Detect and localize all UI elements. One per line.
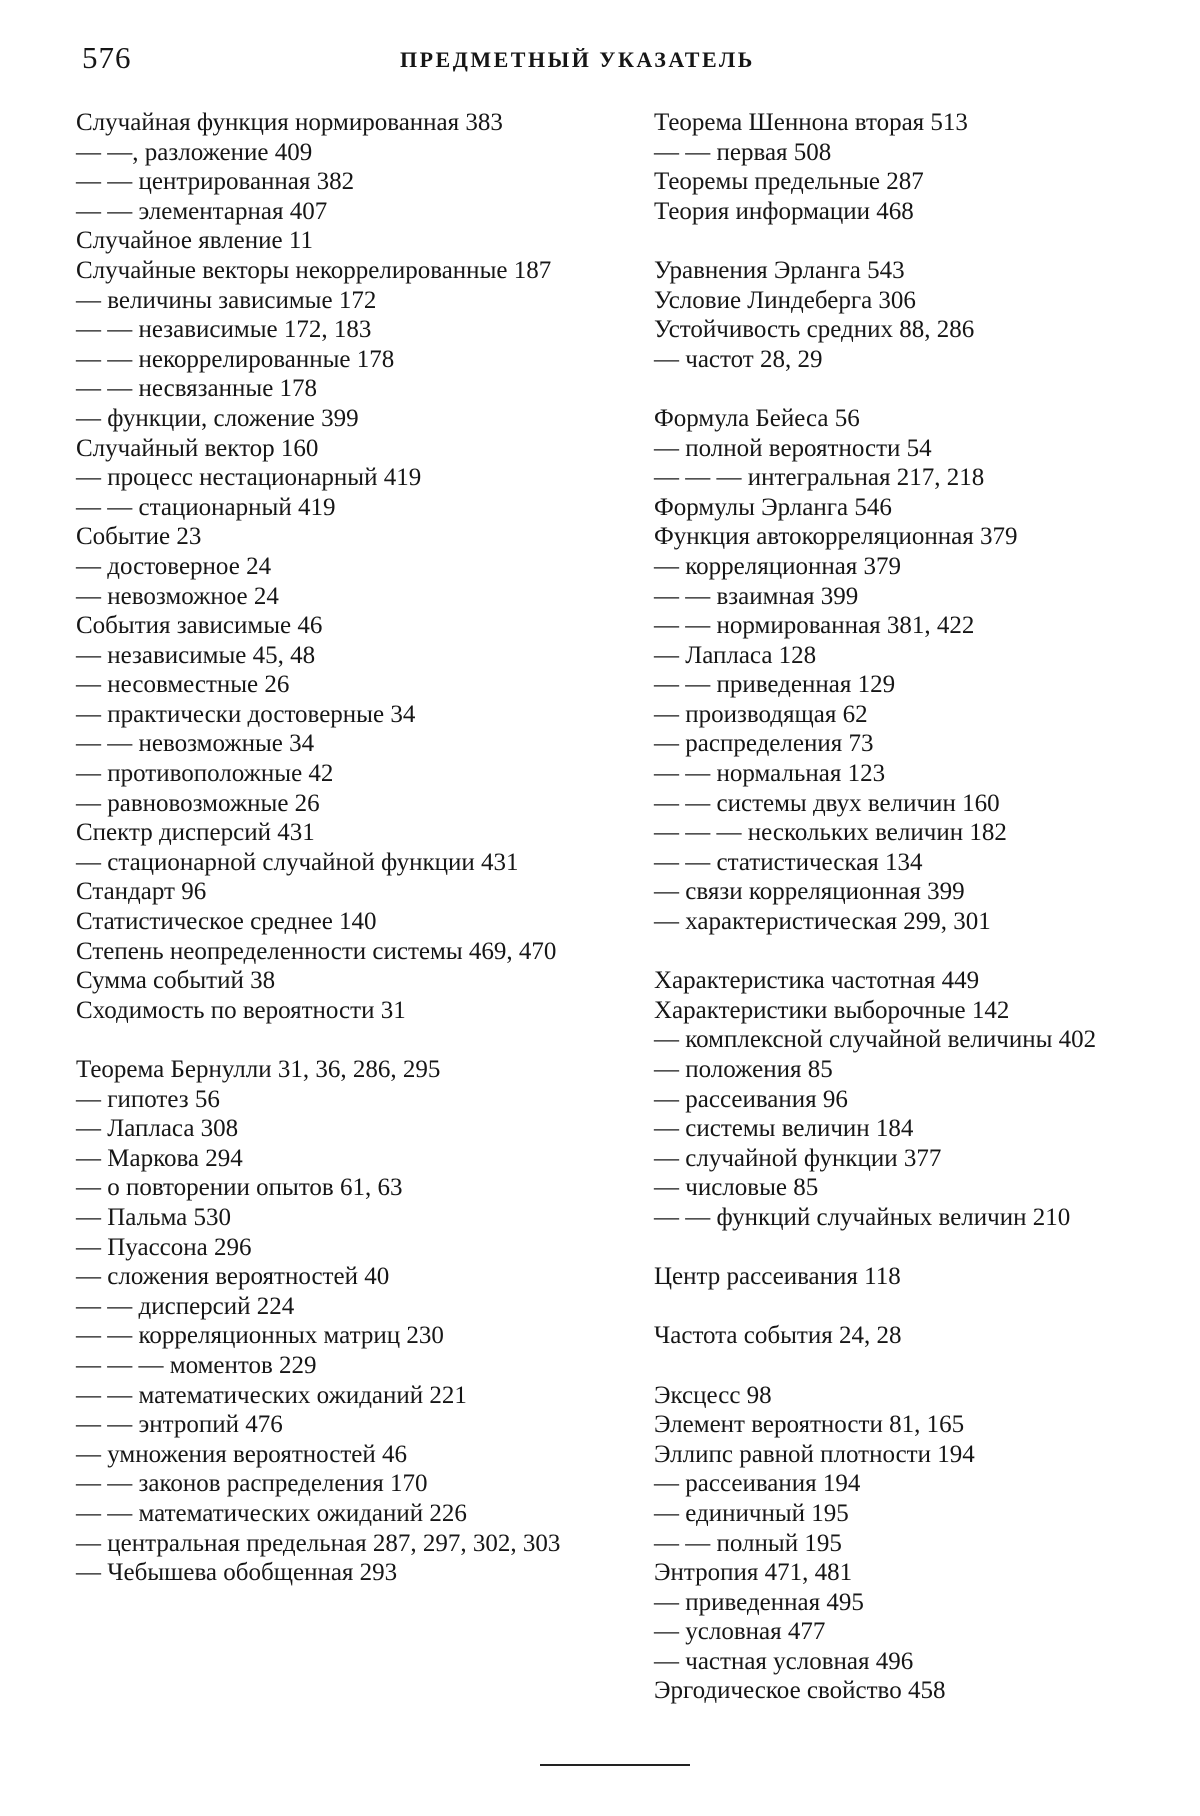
index-entry: Случайные векторы некоррелированные 187 <box>76 256 552 284</box>
index-entry: — — центрированная 382 <box>76 168 355 196</box>
index-entry: Эргодическое свойство 458 <box>654 1677 946 1705</box>
index-entry: Эксцесс 98 <box>654 1381 772 1409</box>
index-entry: Характеристика частотная 449 <box>654 967 980 995</box>
index-entry: — — энтропий 476 <box>76 1411 283 1439</box>
index-entry: Функция автокорреляционная 379 <box>654 523 1018 551</box>
index-entry: — — дисперсий 224 <box>76 1292 295 1320</box>
index-entry: Энтропия 471, 481 <box>654 1559 853 1587</box>
index-entry: Теоремы предельные 287 <box>654 168 924 196</box>
index-entry: — — независимые 172, 183 <box>76 316 372 344</box>
index-entry: — практически достоверные 34 <box>76 700 416 728</box>
index-entry: — случайной функции 377 <box>654 1144 942 1172</box>
index-entry: Статистическое среднее 140 <box>76 908 377 936</box>
index-entry: — — полный 195 <box>654 1529 842 1557</box>
index-entry: Характеристики выборочные 142 <box>654 996 1010 1024</box>
index-entry: — невозможное 24 <box>76 582 279 610</box>
index-entry: — единичный 195 <box>654 1499 849 1527</box>
index-entry: — полной вероятности 54 <box>654 434 932 462</box>
index-entry: — — несвязанные 178 <box>76 375 318 403</box>
index-entry: — системы величин 184 <box>654 1115 914 1143</box>
index-entry: Степень неопределенности системы 469, 470 <box>76 937 557 965</box>
index-entry: — — статистическая 134 <box>654 848 923 876</box>
index-entry: — Пуассона 296 <box>76 1233 252 1261</box>
index-entry: — приведенная 495 <box>654 1588 864 1616</box>
section-gap <box>654 1292 1160 1322</box>
index-entry: — Лапласа 128 <box>654 641 817 669</box>
index-entry: — достоверное 24 <box>76 552 272 580</box>
index-entry: Стандарт 96 <box>76 878 207 906</box>
index-entry: Формулы Эрланга 546 <box>654 493 892 521</box>
section-gap <box>654 1351 1160 1381</box>
index-entry: — — взаимная 399 <box>654 582 859 610</box>
index-entry: — о повторении опытов 61, 63 <box>76 1174 403 1202</box>
index-entry: Спектр дисперсий 431 <box>76 819 315 847</box>
index-entry: Элемент вероятности 81, 165 <box>654 1411 965 1439</box>
index-entry: — — невозможные 34 <box>76 730 315 758</box>
index-entry: — Пальма 530 <box>76 1203 231 1231</box>
index-entry: Сумма событий 38 <box>76 967 276 995</box>
index-entry: — характеристическая 299, 301 <box>654 908 991 936</box>
index-entry: Формула Бейеса 56 <box>654 404 860 432</box>
index-entry: События зависимые 46 <box>76 612 323 640</box>
index-entry: Эллипс равной плотности 194 <box>654 1440 975 1468</box>
index-entry: — — функций случайных величин 210 <box>654 1203 1071 1231</box>
index-entry: — производящая 62 <box>654 700 868 728</box>
section-gap <box>654 937 1160 967</box>
index-entry: — рассеивания 194 <box>654 1470 861 1498</box>
index-entry: — корреляционная 379 <box>654 552 902 580</box>
index-entry: — Лапласа 308 <box>76 1115 239 1143</box>
index-entry: — процесс нестационарный 419 <box>76 464 422 492</box>
index-entry: Случайное явление 11 <box>76 227 313 255</box>
footer-rule <box>540 1764 690 1766</box>
index-entry: — независимые 45, 48 <box>76 641 316 669</box>
index-entry: — величины зависимые 172 <box>76 286 377 314</box>
section-gap <box>654 374 1160 404</box>
index-entry: — Чебышева обобщенная 293 <box>76 1559 398 1587</box>
index-entry: — — приведенная 129 <box>654 671 896 699</box>
index-entry: — — некоррелированные 178 <box>76 345 395 373</box>
index-entry: — — математических ожиданий 226 <box>76 1499 467 1527</box>
index-entry: — положения 85 <box>654 1056 833 1083</box>
index-entry: Уравнения Эрланга 543 <box>654 256 905 284</box>
index-entry: — связи корреляционная 399 <box>654 878 965 906</box>
index-entry: — — нормированная 381, 422 <box>654 612 975 640</box>
index-entry: — рассеивания 96 <box>654 1085 848 1113</box>
index-entry: — условная 477 <box>654 1618 826 1646</box>
section-gap <box>654 226 1160 256</box>
index-entry: Случайный вектор 160 <box>76 434 319 462</box>
index-column-right <box>654 108 1160 1706</box>
index-entry: — — — моментов 229 <box>76 1351 317 1379</box>
index-entry: — — элементарная 407 <box>76 197 328 225</box>
index-entry: Теорема Бернулли 31, 36, 286, 295 <box>76 1056 441 1083</box>
index-entry: — несовместные 26 <box>76 671 290 699</box>
page-number: 576 <box>82 40 132 75</box>
index-entry: — сложения вероятностей 40 <box>76 1263 390 1291</box>
index-entry: — стационарной случайной функции 431 <box>76 848 519 876</box>
index-entry: — — стационарный 419 <box>76 493 336 521</box>
index-entry: — — математических ожиданий 221 <box>76 1381 467 1409</box>
index-entry: — — корреляционных матриц 230 <box>76 1322 444 1350</box>
index-column-left <box>76 108 631 1588</box>
index-entry: — противоположные 42 <box>76 760 334 788</box>
index-entry: Случайная функция нормированная 383 <box>76 109 503 136</box>
index-entry: Событие 23 <box>76 523 202 551</box>
running-head: ПРЕДМЕТНЫЙ УКАЗАТЕЛЬ <box>400 47 755 72</box>
section-gap <box>76 1025 631 1055</box>
index-entry: Теорема Шеннона вторая 513 <box>654 109 968 136</box>
index-entry: Теория информации 468 <box>654 197 914 225</box>
index-entry: Сходимость по вероятности 31 <box>76 996 406 1024</box>
index-entry: — — первая 508 <box>654 138 832 166</box>
index-entry: Частота события 24, 28 <box>654 1322 902 1350</box>
index-entry: — центральная предельная 287, 297, 302, 303 <box>76 1529 561 1557</box>
index-entry: — — нормальная 123 <box>654 760 886 788</box>
index-entry: — частот 28, 29 <box>654 345 823 373</box>
index-entry: — —, разложение 409 <box>76 138 313 166</box>
index-entry: — комплексной случайной величины 402 <box>654 1026 1097 1054</box>
section-gap <box>654 1233 1160 1263</box>
index-entry: — распределения 73 <box>654 730 874 758</box>
index-entry: — — — нескольких величин 182 <box>654 819 1007 847</box>
index-entry: — — системы двух величин 160 <box>654 789 1000 817</box>
index-entry: — гипотез 56 <box>76 1085 220 1113</box>
index-entry: — — — интегральная 217, 218 <box>654 464 985 492</box>
index-entry: — числовые 85 <box>654 1174 819 1202</box>
index-entry: Устойчивость средних 88, 286 <box>654 316 975 344</box>
index-entry: — Маркова 294 <box>76 1144 243 1172</box>
index-entry: — функции, сложение 399 <box>76 404 359 432</box>
index-entry: Условие Линдеберга 306 <box>654 286 916 314</box>
index-entry: — частная условная 496 <box>654 1647 914 1675</box>
index-entry: — равновозможные 26 <box>76 789 320 817</box>
index-entry: Центр рассеивания 118 <box>654 1263 901 1291</box>
index-entry: — умножения вероятностей 46 <box>76 1440 407 1468</box>
index-entry: — — законов распределения 170 <box>76 1470 428 1498</box>
